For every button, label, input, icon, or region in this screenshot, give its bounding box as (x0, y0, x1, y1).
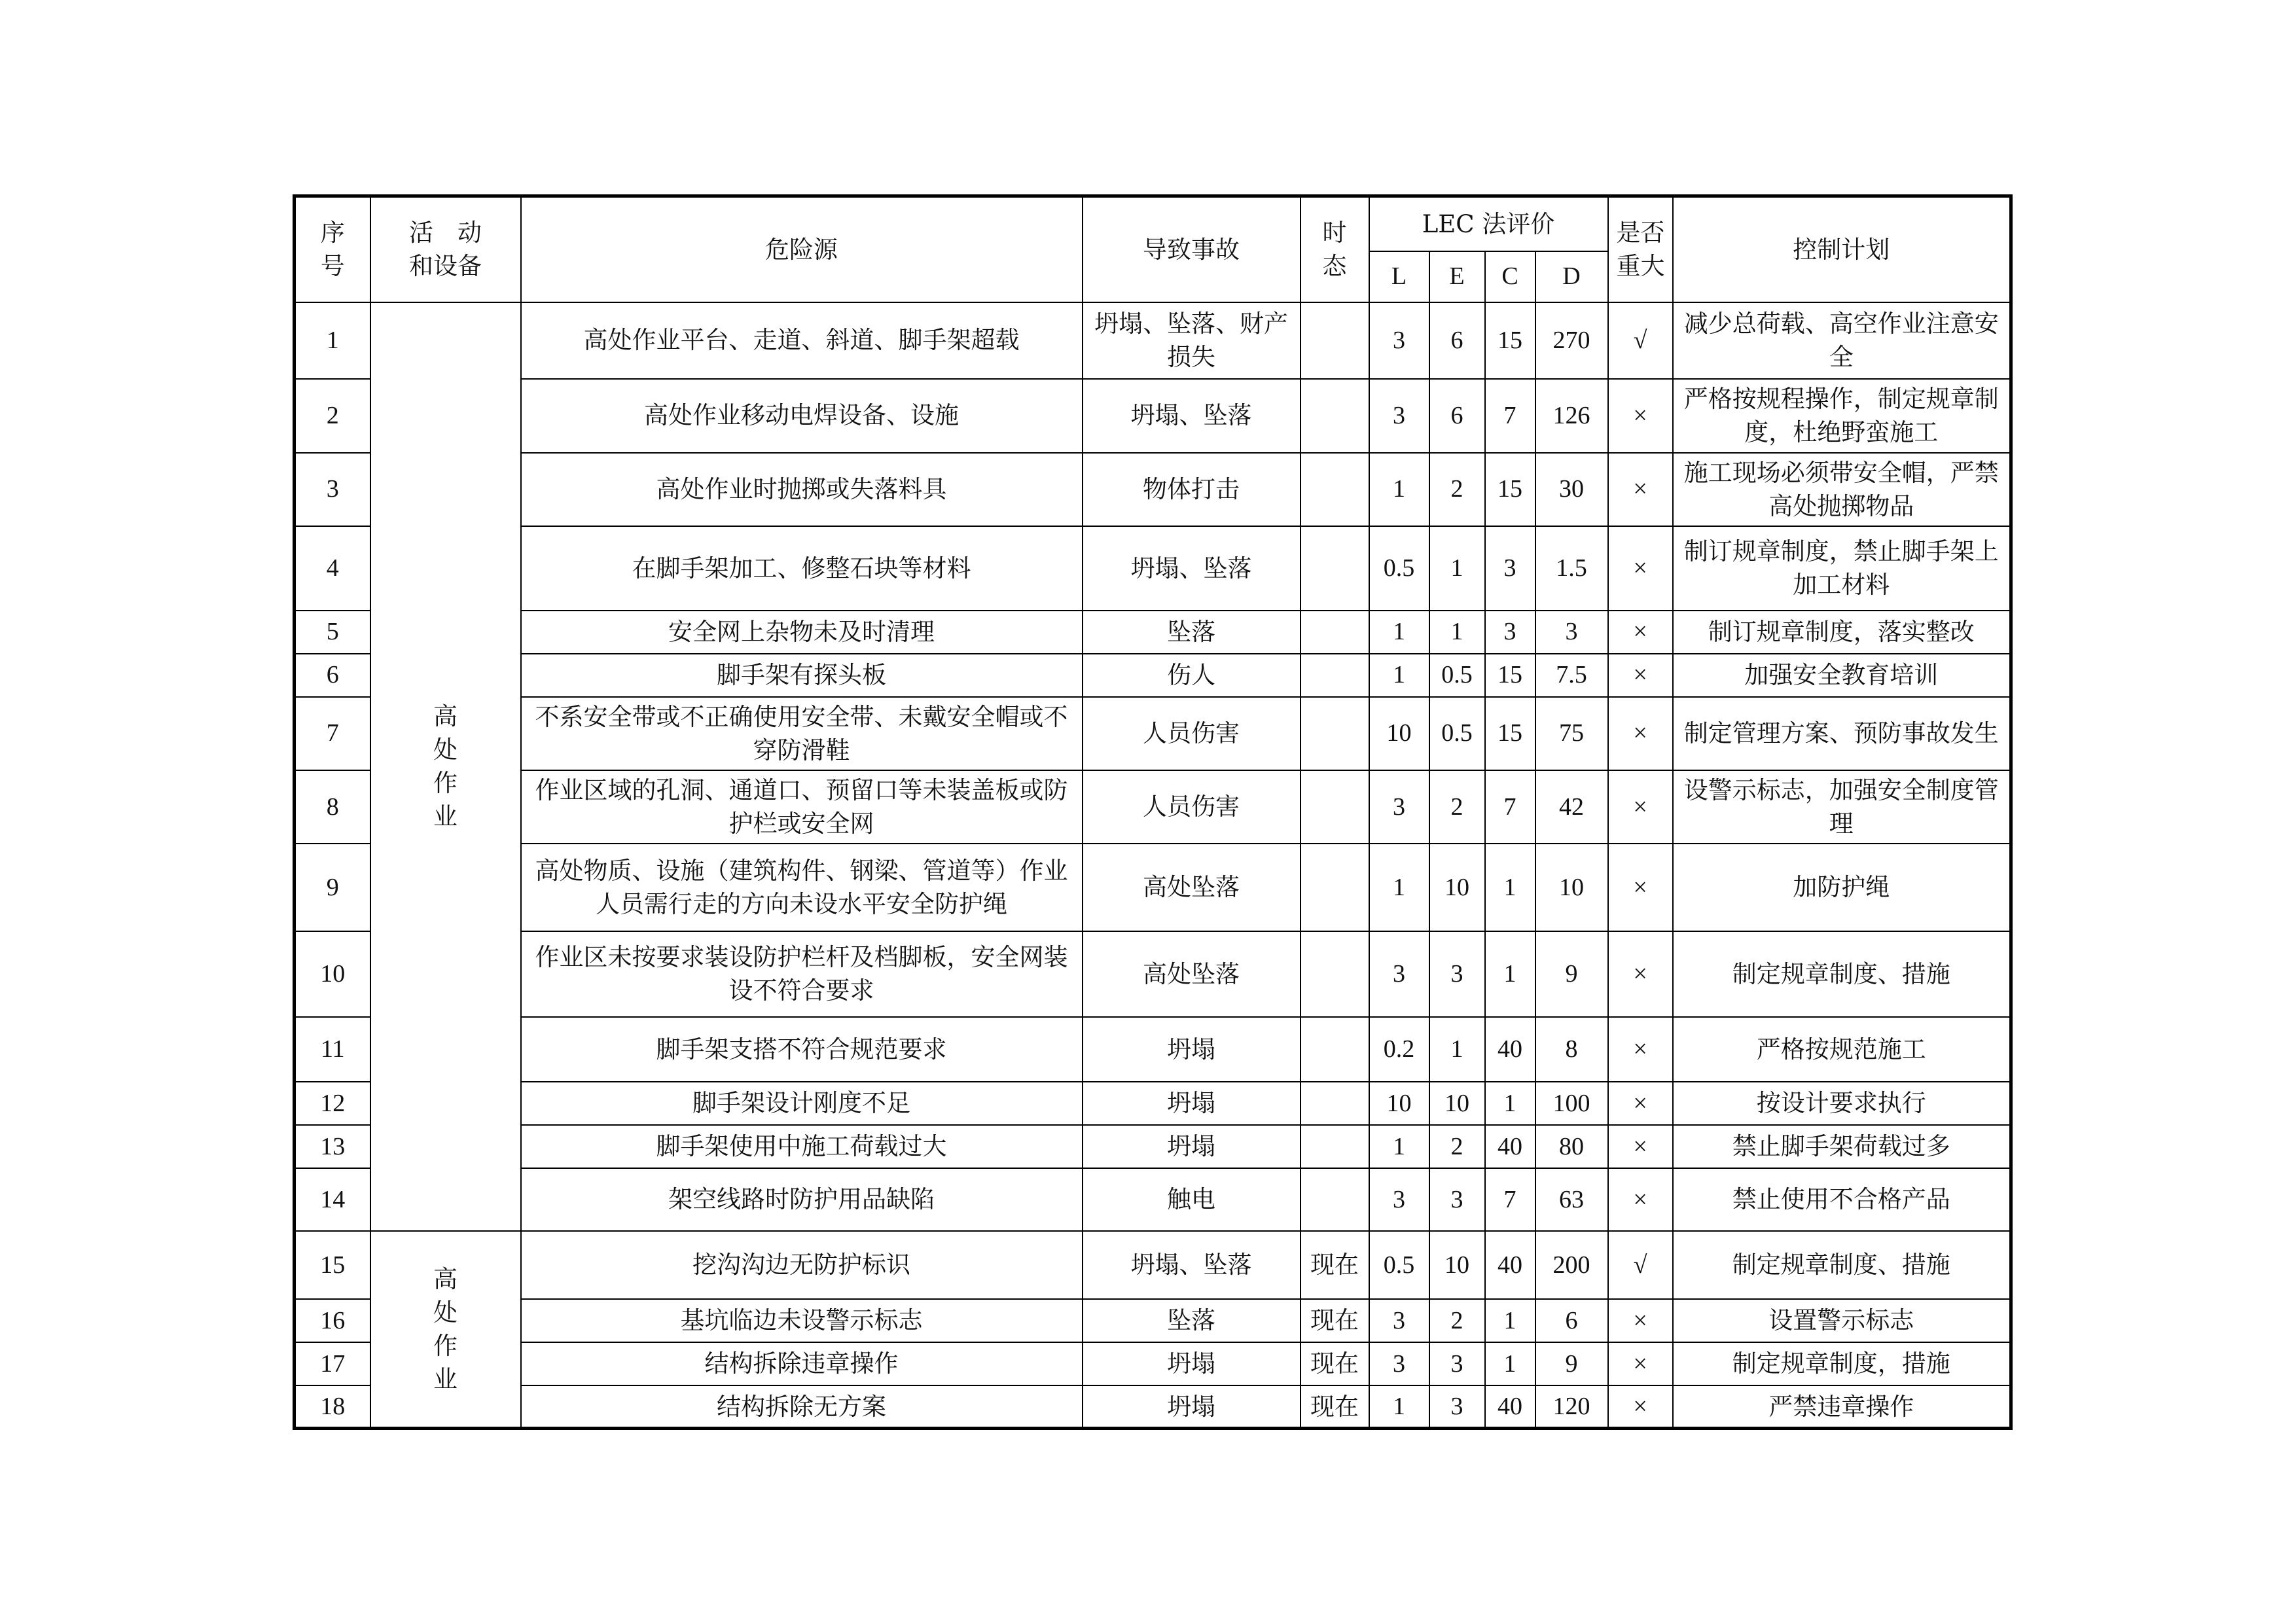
row-tense: 现在 (1300, 1385, 1369, 1429)
row-major: √ (1608, 1231, 1673, 1299)
header-seq: 序号 (295, 196, 370, 302)
row-accident: 人员伤害 (1083, 697, 1300, 770)
activity-group: 高 处 作 业 (370, 302, 521, 1231)
row-d: 30 (1535, 453, 1608, 526)
header-accident: 导致事故 (1083, 196, 1300, 302)
row-c: 15 (1485, 302, 1535, 379)
row-major: × (1608, 1385, 1673, 1429)
row-l: 3 (1369, 1342, 1429, 1385)
row-control: 严禁违章操作 (1673, 1385, 2011, 1429)
row-tense (1300, 931, 1369, 1017)
row-control: 按设计要求执行 (1673, 1082, 2011, 1125)
row-seq: 16 (295, 1299, 370, 1342)
table-row (295, 1125, 2011, 1168)
row-accident: 高处坠落 (1083, 931, 1300, 1017)
row-hazard: 脚手架使用中施工荷载过大 (521, 1125, 1083, 1168)
row-accident: 坍塌 (1083, 1125, 1300, 1168)
row-control: 加强安全教育培训 (1673, 654, 2011, 697)
row-hazard: 结构拆除违章操作 (521, 1342, 1083, 1385)
row-accident: 坍塌 (1083, 1385, 1300, 1429)
row-l: 1 (1369, 844, 1429, 931)
row-c: 1 (1485, 1299, 1535, 1342)
row-accident: 坠落 (1083, 611, 1300, 654)
row-tense (1300, 844, 1369, 931)
row-seq: 14 (295, 1168, 370, 1231)
row-hazard: 高处作业时抛掷或失落料具 (521, 453, 1083, 526)
row-major: × (1608, 1017, 1673, 1082)
row-l: 10 (1369, 1082, 1429, 1125)
row-e: 3 (1429, 1342, 1485, 1385)
row-hazard: 高处物质、设施（建筑构件、钢梁、管道等）作业人员需行走的方向未设水平安全防护绳 (521, 844, 1083, 931)
row-l: 0.5 (1369, 1231, 1429, 1299)
row-accident: 人员伤害 (1083, 770, 1300, 844)
row-d: 270 (1535, 302, 1608, 379)
row-hazard: 高处作业平台、走道、斜道、脚手架超载 (521, 302, 1083, 379)
table-row (295, 1342, 2011, 1385)
row-d: 10 (1535, 844, 1608, 931)
row-c: 7 (1485, 1168, 1535, 1231)
row-tense (1300, 654, 1369, 697)
hazard-evaluation-table (293, 194, 2013, 1430)
row-c: 7 (1485, 379, 1535, 453)
row-tense (1300, 453, 1369, 526)
row-d: 126 (1535, 379, 1608, 453)
row-seq: 5 (295, 611, 370, 654)
row-major: × (1608, 611, 1673, 654)
header-activity: 活 动 和设备 (370, 196, 521, 302)
row-seq: 8 (295, 770, 370, 844)
row-tense: 现在 (1300, 1231, 1369, 1299)
row-accident: 坍塌 (1083, 1082, 1300, 1125)
row-control: 制定规章制度，措施 (1673, 1342, 2011, 1385)
row-control: 制定规章制度、措施 (1673, 931, 2011, 1017)
row-control: 减少总荷载、高空作业注意安全 (1673, 302, 2011, 379)
row-d: 200 (1535, 1231, 1608, 1299)
row-seq: 17 (295, 1342, 370, 1385)
row-hazard: 在脚手架加工、修整石块等材料 (521, 526, 1083, 611)
table-row (295, 1082, 2011, 1125)
row-control: 加防护绳 (1673, 844, 2011, 931)
row-c: 15 (1485, 697, 1535, 770)
row-accident: 触电 (1083, 1168, 1300, 1231)
row-major: × (1608, 931, 1673, 1017)
row-e: 3 (1429, 931, 1485, 1017)
row-seq: 2 (295, 379, 370, 453)
table-row (295, 654, 2011, 697)
row-e: 1 (1429, 526, 1485, 611)
row-e: 1 (1429, 611, 1485, 654)
row-e: 1 (1429, 1017, 1485, 1082)
row-l: 10 (1369, 697, 1429, 770)
row-e: 3 (1429, 1385, 1485, 1429)
row-hazard: 不系安全带或不正确使用安全带、未戴安全帽或不穿防滑鞋 (521, 697, 1083, 770)
table-row (295, 302, 2011, 379)
row-d: 8 (1535, 1017, 1608, 1082)
row-l: 3 (1369, 1168, 1429, 1231)
row-hazard: 结构拆除无方案 (521, 1385, 1083, 1429)
row-hazard: 挖沟沟边无防护标识 (521, 1231, 1083, 1299)
row-tense (1300, 1168, 1369, 1231)
row-seq: 9 (295, 844, 370, 931)
row-major: × (1608, 654, 1673, 697)
row-control: 制定管理方案、预防事故发生 (1673, 697, 2011, 770)
row-d: 9 (1535, 1342, 1608, 1385)
row-tense (1300, 697, 1369, 770)
row-control: 设警示标志，加强安全制度管理 (1673, 770, 2011, 844)
row-seq: 1 (295, 302, 370, 379)
row-d: 7.5 (1535, 654, 1608, 697)
row-d: 1.5 (1535, 526, 1608, 611)
row-tense (1300, 1082, 1369, 1125)
row-d: 80 (1535, 1125, 1608, 1168)
row-d: 100 (1535, 1082, 1608, 1125)
header-hazard: 危险源 (521, 196, 1083, 302)
row-e: 6 (1429, 379, 1485, 453)
row-major: × (1608, 1342, 1673, 1385)
row-hazard: 高处作业移动电焊设备、设施 (521, 379, 1083, 453)
table-row (295, 526, 2011, 611)
row-d: 9 (1535, 931, 1608, 1017)
row-major: × (1608, 453, 1673, 526)
row-accident: 物体打击 (1083, 453, 1300, 526)
row-d: 63 (1535, 1168, 1608, 1231)
row-seq: 13 (295, 1125, 370, 1168)
row-d: 42 (1535, 770, 1608, 844)
row-c: 1 (1485, 931, 1535, 1017)
row-e: 2 (1429, 770, 1485, 844)
row-seq: 4 (295, 526, 370, 611)
row-tense (1300, 379, 1369, 453)
table-row (295, 1385, 2011, 1429)
row-accident: 坍塌、坠落 (1083, 1231, 1300, 1299)
header-tense: 时态 (1300, 196, 1369, 302)
row-seq: 12 (295, 1082, 370, 1125)
row-seq: 15 (295, 1231, 370, 1299)
header-major: 是否重大 (1608, 196, 1673, 302)
row-tense (1300, 1125, 1369, 1168)
row-major: × (1608, 770, 1673, 844)
row-hazard: 脚手架支搭不符合规范要求 (521, 1017, 1083, 1082)
row-d: 120 (1535, 1385, 1608, 1429)
row-control: 制定规章制度、措施 (1673, 1231, 2011, 1299)
row-e: 10 (1429, 1082, 1485, 1125)
row-accident: 坍塌、坠落 (1083, 526, 1300, 611)
table-row (295, 1231, 2011, 1299)
row-l: 1 (1369, 453, 1429, 526)
table-row (295, 1299, 2011, 1342)
row-major: × (1608, 1168, 1673, 1231)
row-hazard: 安全网上杂物未及时清理 (521, 611, 1083, 654)
row-accident: 高处坠落 (1083, 844, 1300, 931)
header-d: D (1535, 251, 1608, 302)
activity-group: 高 处 作 业 (370, 1231, 521, 1429)
row-tense: 现在 (1300, 1299, 1369, 1342)
row-seq: 6 (295, 654, 370, 697)
row-l: 1 (1369, 611, 1429, 654)
row-tense (1300, 1017, 1369, 1082)
row-control: 禁止使用不合格产品 (1673, 1168, 2011, 1231)
row-c: 15 (1485, 453, 1535, 526)
table-row (295, 931, 2011, 1017)
row-major: × (1608, 379, 1673, 453)
row-e: 0.5 (1429, 654, 1485, 697)
row-hazard: 作业区未按要求装设防护栏杆及档脚板，安全网装设不符合要求 (521, 931, 1083, 1017)
row-tense (1300, 526, 1369, 611)
table-row (295, 453, 2011, 526)
row-c: 3 (1485, 611, 1535, 654)
row-l: 3 (1369, 1299, 1429, 1342)
row-l: 3 (1369, 302, 1429, 379)
table-row (295, 770, 2011, 844)
row-e: 0.5 (1429, 697, 1485, 770)
row-d: 6 (1535, 1299, 1608, 1342)
row-major: × (1608, 1082, 1673, 1125)
row-control: 设置警示标志 (1673, 1299, 2011, 1342)
row-hazard: 架空线路时防护用品缺陷 (521, 1168, 1083, 1231)
row-control: 制订规章制度，禁止脚手架上加工材料 (1673, 526, 2011, 611)
row-tense (1300, 302, 1369, 379)
row-seq: 3 (295, 453, 370, 526)
row-control: 禁止脚手架荷载过多 (1673, 1125, 2011, 1168)
row-l: 3 (1369, 931, 1429, 1017)
row-control: 严格按规程操作，制定规章制度，杜绝野蛮施工 (1673, 379, 2011, 453)
table-row (295, 1168, 2011, 1231)
row-hazard: 脚手架有探头板 (521, 654, 1083, 697)
row-accident: 坍塌 (1083, 1017, 1300, 1082)
row-c: 15 (1485, 654, 1535, 697)
row-c: 3 (1485, 526, 1535, 611)
row-accident: 坍塌、坠落 (1083, 379, 1300, 453)
row-c: 40 (1485, 1231, 1535, 1299)
row-major: × (1608, 697, 1673, 770)
row-tense (1300, 770, 1369, 844)
row-c: 40 (1485, 1017, 1535, 1082)
row-d: 3 (1535, 611, 1608, 654)
row-accident: 坠落 (1083, 1299, 1300, 1342)
row-e: 10 (1429, 1231, 1485, 1299)
header-l: L (1369, 251, 1429, 302)
row-seq: 11 (295, 1017, 370, 1082)
row-hazard: 基坑临边未设警示标志 (521, 1299, 1083, 1342)
row-c: 40 (1485, 1125, 1535, 1168)
row-tense: 现在 (1300, 1342, 1369, 1385)
row-hazard: 作业区域的孔洞、通道口、预留口等未装盖板或防护栏或安全网 (521, 770, 1083, 844)
table-row (295, 1017, 2011, 1082)
row-l: 3 (1369, 379, 1429, 453)
table-row (295, 844, 2011, 931)
row-e: 6 (1429, 302, 1485, 379)
header-e: E (1429, 251, 1485, 302)
row-l: 1 (1369, 1385, 1429, 1429)
row-l: 0.2 (1369, 1017, 1429, 1082)
row-c: 1 (1485, 1082, 1535, 1125)
row-e: 2 (1429, 453, 1485, 526)
row-control: 施工现场必须带安全帽，严禁高处抛掷物品 (1673, 453, 2011, 526)
header-control: 控制计划 (1673, 196, 2011, 302)
table-row (295, 697, 2011, 770)
row-e: 3 (1429, 1168, 1485, 1231)
header-lec: LEC 法评价 (1369, 196, 1608, 251)
row-tense (1300, 611, 1369, 654)
table-row (295, 611, 2011, 654)
row-major: √ (1608, 302, 1673, 379)
row-l: 1 (1369, 654, 1429, 697)
row-accident: 坍塌、坠落、财产损失 (1083, 302, 1300, 379)
row-accident: 坍塌 (1083, 1342, 1300, 1385)
row-l: 0.5 (1369, 526, 1429, 611)
row-d: 75 (1535, 697, 1608, 770)
row-seq: 7 (295, 697, 370, 770)
row-e: 10 (1429, 844, 1485, 931)
row-control: 严格按规范施工 (1673, 1017, 2011, 1082)
row-l: 3 (1369, 770, 1429, 844)
row-c: 40 (1485, 1385, 1535, 1429)
row-major: × (1608, 844, 1673, 931)
row-hazard: 脚手架设计刚度不足 (521, 1082, 1083, 1125)
row-major: × (1608, 1125, 1673, 1168)
row-e: 2 (1429, 1125, 1485, 1168)
row-major: × (1608, 1299, 1673, 1342)
row-seq: 10 (295, 931, 370, 1017)
row-c: 1 (1485, 844, 1535, 931)
header-c: C (1485, 251, 1535, 302)
row-major: × (1608, 526, 1673, 611)
row-seq: 18 (295, 1385, 370, 1429)
row-e: 2 (1429, 1299, 1485, 1342)
row-accident: 伤人 (1083, 654, 1300, 697)
row-l: 1 (1369, 1125, 1429, 1168)
row-c: 7 (1485, 770, 1535, 844)
table-body (295, 302, 2011, 1429)
row-control: 制订规章制度，落实整改 (1673, 611, 2011, 654)
row-c: 1 (1485, 1342, 1535, 1385)
table-row (295, 379, 2011, 453)
